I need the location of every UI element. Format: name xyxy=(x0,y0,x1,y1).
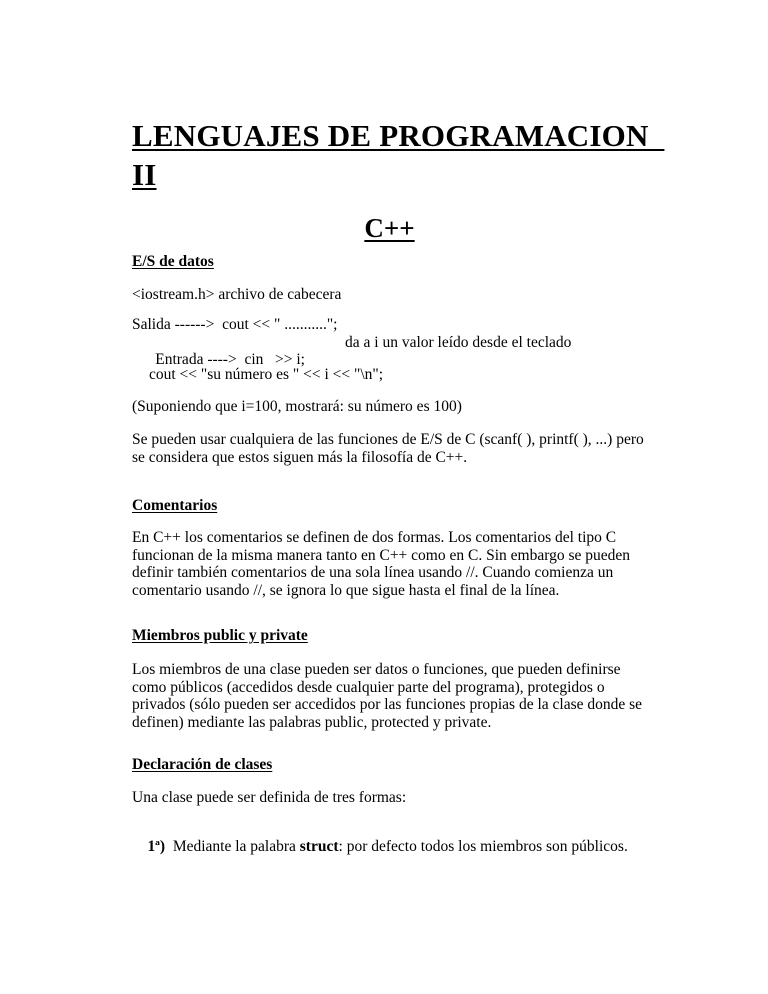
paragraph-line: como públicos (accedidos desde cualquier parte del programa), protegidos o xyxy=(132,678,605,696)
paragraph-line: comentario usando //, se ignora lo que sigue hasta el final de la línea. xyxy=(132,581,560,599)
code-entrada-comment: da a i un valor leído desde el teclado xyxy=(345,333,572,351)
list-item-text-post: : por defecto todos los miembros son públicos. xyxy=(338,837,628,855)
subtitle-cpp: C++ xyxy=(364,213,415,244)
document-title-line2: II xyxy=(132,156,157,192)
list-item-struct xyxy=(132,820,628,873)
text-line-iostream: <iostream.h> archivo de cabecera xyxy=(132,286,342,303)
section-heading-miembros: Miembros public y private xyxy=(132,627,308,644)
paragraph-line: Los miembros de una clase pueden ser datos o funciones, que pueden definirse xyxy=(132,661,621,678)
document-title-line1: LENGUAJES DE PROGRAMACION xyxy=(132,117,649,153)
code-block-io xyxy=(132,316,572,404)
paragraph-line: Se pueden usar cualquiera de las funciones de E/S de C (scanf( ), printf( ), ...) pero xyxy=(132,431,644,448)
text-line-una-clase: Una clase puede ser definida de tres formas: xyxy=(132,789,407,806)
struct-keyword: struct xyxy=(299,837,339,855)
list-item-text-pre: Mediante la palabra xyxy=(165,837,300,855)
code-line-cout: cout << "su número es " << i << "\n"; xyxy=(149,366,384,383)
paragraph-line: funcionan de la misma manera tanto en C++ como en C. Sin embargo se pueden xyxy=(132,546,630,564)
paragraph-miembros xyxy=(132,661,642,731)
paragraph-line: se considera que estos siguen más la filosofía de C++. xyxy=(132,448,468,466)
document-title xyxy=(132,116,664,194)
paragraph-es-funciones xyxy=(132,431,644,466)
code-line-salida: Salida ------> cout << " ..........."; xyxy=(132,316,338,333)
paragraph-line: definen) mediante las palabras public, protected y private. xyxy=(132,713,492,731)
text-line-suponiendo: (Suponiendo que i=100, mostrará: su número es 100) xyxy=(132,398,462,415)
section-heading-comentarios: Comentarios xyxy=(132,497,218,514)
code-entrada-statement: Entrada ----> cin >> i; xyxy=(155,351,305,368)
paragraph-comentarios xyxy=(132,529,630,599)
paragraph-line: definir también comentarios de una sola línea usando //. Cuando comienza un xyxy=(132,564,614,581)
section-heading-declaracion: Declaración de clases xyxy=(132,756,273,773)
paragraph-line: privados (sólo pueden ser accedidos por las funciones propias de la clase donde se xyxy=(132,696,643,713)
list-item-marker: 1ª) xyxy=(147,837,166,855)
section-heading-es-datos: E/S de datos xyxy=(132,253,214,270)
paragraph-line: En C++ los comentarios se definen de dos formas. Los comentarios del tipo C xyxy=(132,529,617,546)
